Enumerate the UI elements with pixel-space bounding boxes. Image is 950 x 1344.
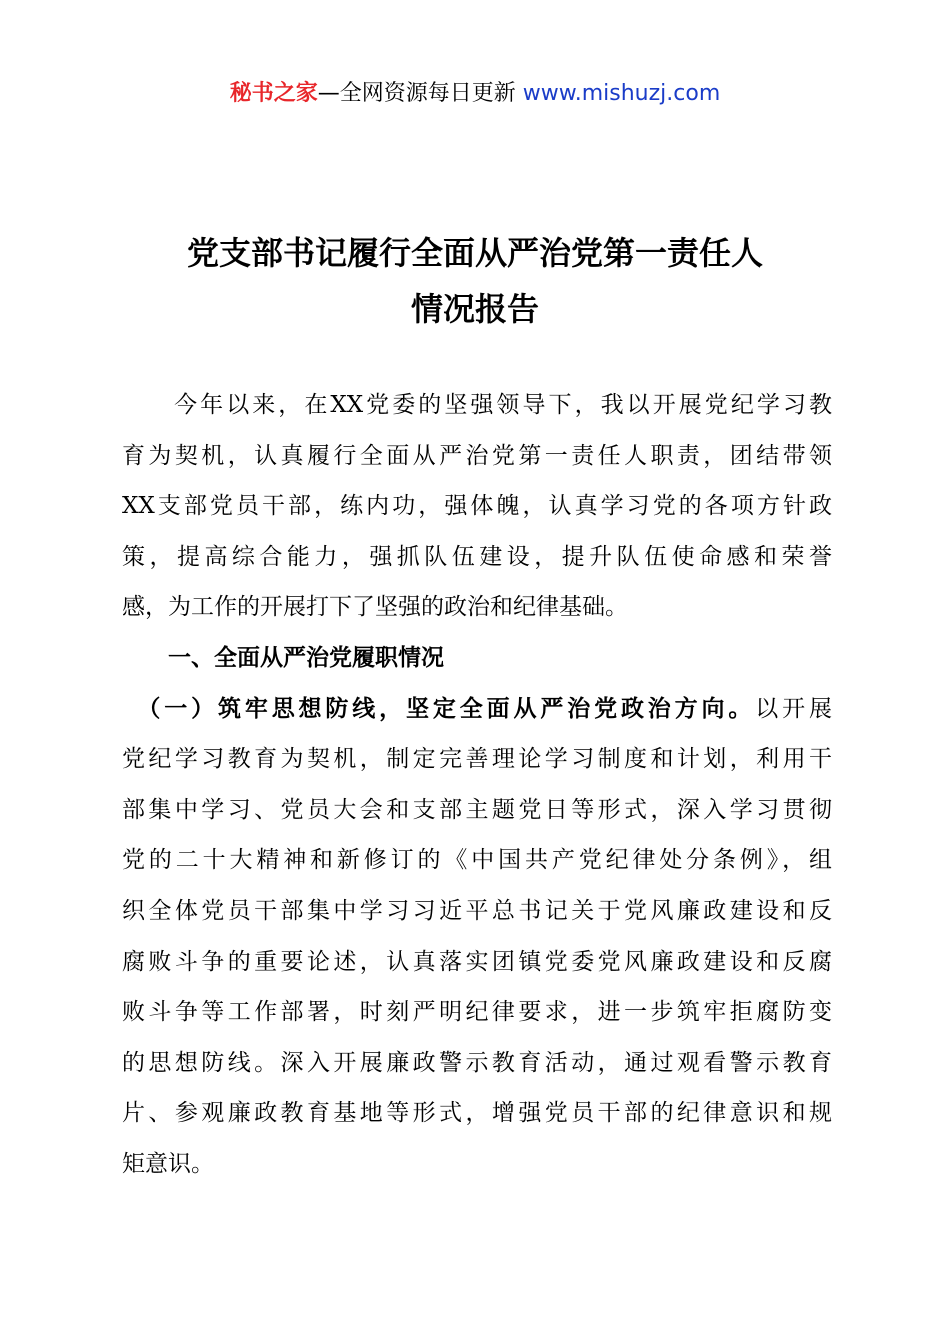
paragraph-intro [122, 380, 832, 633]
text-line: 党的二十大精神和新修订的《中国共产党纪律处分条例》，组 [122, 847, 832, 874]
text-line: 的思想防线。深入开展廉政警示教育活动，通过观看警示教育 [122, 1049, 832, 1076]
site-header [0, 78, 950, 110]
text-line: 矩意识。 [122, 1150, 214, 1177]
subsection-heading: （一）筑牢思想防线，坚定全面从严治党政治方向。 [122, 694, 756, 722]
text-line: XX支部党员干部，练内功，强体魄，认真学习党的各项方针政 [122, 493, 832, 520]
text-line: 今年以来，在XX党委的坚强领导下，我以开展党纪学习教 [122, 392, 832, 418]
paragraph-section-1-1 [122, 684, 832, 1190]
text-fragment: 以开展 [755, 695, 833, 722]
text-line: 育为契机，认真履行全面从严治党第一责任人职责，团结带领 [122, 442, 832, 469]
text-line: 片、参观廉政教育基地等形式，增强党员干部的纪律意识和规 [122, 1100, 832, 1127]
text-line: 腐败斗争的重要论述，认真落实团镇党委党风廉政建设和反腐 [122, 948, 832, 975]
text-line: 败斗争等工作部署，时刻严明纪律要求，进一步筑牢拒腐防变 [122, 999, 832, 1026]
section-heading-1: 一、全面从严治党履职情况 [122, 644, 444, 671]
text-line: 党纪学习教育为契机，制定完善理论学习制度和计划，利用干 [122, 746, 832, 773]
document-title [0, 225, 950, 337]
text-line [122, 684, 832, 735]
site-url-link[interactable]: www.mishuzj.com [522, 81, 721, 106]
text-line: 部集中学习、党员大会和支部主题党日等形式，深入学习贯彻 [122, 796, 832, 823]
text-line: 策，提高综合能力，强抓队伍建设，提升队伍使命感和荣誉 [122, 543, 832, 570]
document-body [122, 380, 832, 1190]
title-line-2: 情况报告 [410, 290, 539, 328]
site-brand: 秘书之家 [229, 81, 318, 106]
title-line-1: 党支部书记履行全面从严治党第一责任人 [186, 234, 763, 272]
text-line: 织全体党员干部集中学习习近平总书记关于党风廉政建设和反 [122, 897, 832, 924]
text-line: 感，为工作的开展打下了坚强的政治和纪律基础。 [122, 594, 628, 621]
site-slogan: —全网资源每日更新 [317, 81, 523, 106]
